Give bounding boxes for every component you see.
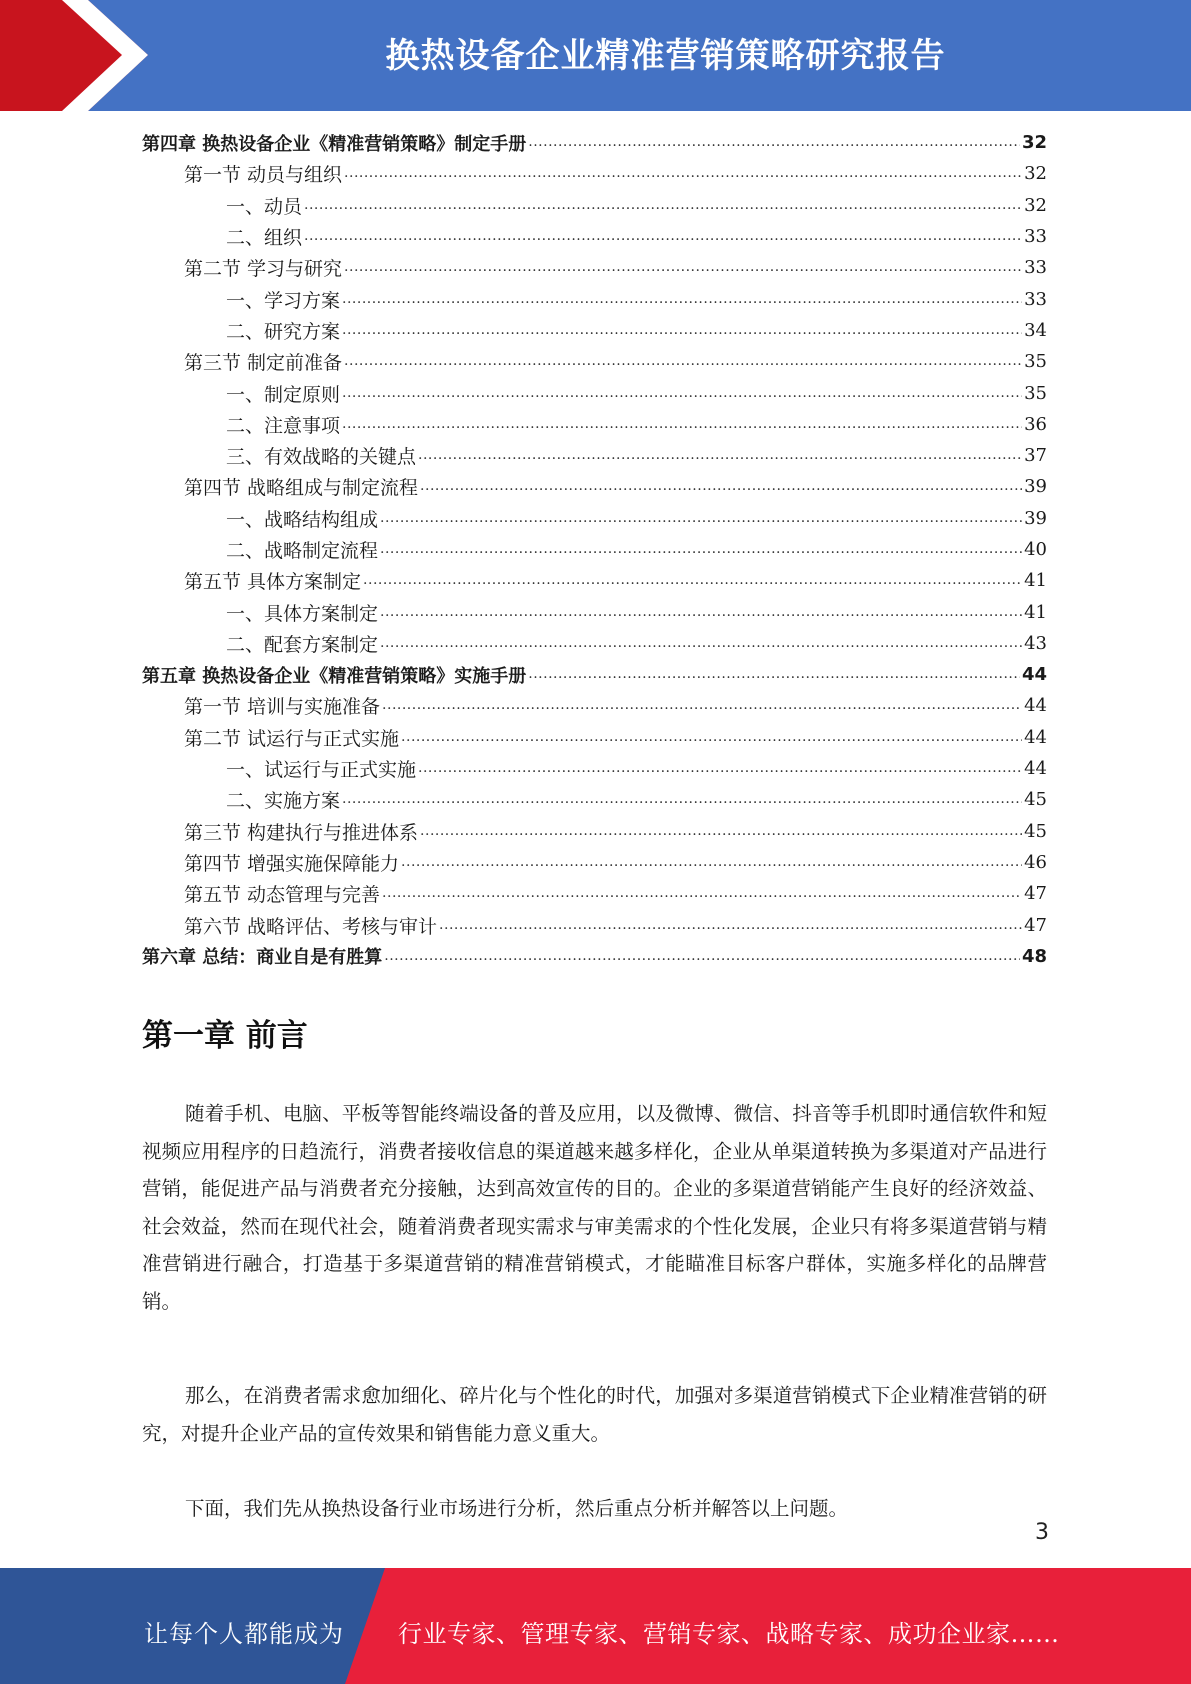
toc-entry[interactable] <box>142 252 1047 283</box>
toc-leader-dots <box>380 540 1022 559</box>
toc-leader-dots <box>342 384 1022 403</box>
footer-slogan-right: 行业专家、管理专家、营销专家、战略专家、成功企业家…… <box>398 1620 1060 1648</box>
toc-entry-page: 41 <box>1024 570 1047 592</box>
toc-entry-label: 二、实施方案 <box>226 790 341 813</box>
toc-leader-dots <box>382 884 1022 903</box>
toc-entry-page: 46 <box>1024 851 1047 873</box>
toc-entry[interactable] <box>142 596 1047 627</box>
toc-entry-label: 二、战略制定流程 <box>226 540 379 562</box>
toc-entry[interactable] <box>142 690 1047 721</box>
toc-entry-label: 三、有效战略的关键点 <box>226 446 417 469</box>
toc-leader-dots <box>420 822 1022 841</box>
toc-entry-page: 33 <box>1024 226 1047 248</box>
toc-entry-label: 二、研究方案 <box>226 320 341 343</box>
page-number: 3 <box>1035 1520 1049 1545</box>
toc-entry[interactable] <box>142 628 1047 659</box>
page-footer <box>0 1568 1191 1684</box>
toc-entry-page: 34 <box>1024 319 1047 341</box>
toc-leader-dots <box>344 164 1022 183</box>
toc-entry[interactable] <box>142 190 1047 221</box>
toc-entry-label: 第三节 构建执行与推进体系 <box>184 821 419 844</box>
toc-leader-dots <box>344 352 1022 371</box>
toc-entry[interactable] <box>142 440 1047 471</box>
toc-leader-dots <box>401 728 1022 747</box>
toc-entry[interactable] <box>142 534 1047 565</box>
toc-entry[interactable] <box>142 878 1047 909</box>
toc-entry[interactable] <box>142 503 1047 534</box>
toc-entry-label: 第一节 动员与组织 <box>184 164 343 187</box>
toc-leader-dots <box>528 133 1020 152</box>
toc-entry-label: 第六节 战略评估、考核与审计 <box>184 915 438 938</box>
toc-entry-page: 44 <box>1024 726 1047 748</box>
toc-entry-page: 40 <box>1024 539 1047 560</box>
toc-entry[interactable] <box>142 753 1047 784</box>
toc-entry[interactable] <box>142 283 1047 314</box>
toc-entry-label: 一、具体方案制定 <box>226 602 379 625</box>
toc-leader-dots <box>342 290 1022 309</box>
toc-entry-label: 第五节 动态管理与完善 <box>184 884 381 907</box>
toc-entry-label: 第二节 试运行与正式实施 <box>184 727 400 750</box>
toc-leader-dots <box>304 196 1022 215</box>
toc-entry[interactable] <box>142 847 1047 878</box>
toc-entry-page: 44 <box>1024 758 1047 780</box>
toc-entry-label: 第五节 具体方案制定 <box>184 571 362 594</box>
toc-leader-dots <box>528 665 1020 684</box>
toc-entry[interactable] <box>142 127 1047 158</box>
toc-entry-page: 39 <box>1024 476 1047 498</box>
report-title: 换热设备企业精准营销策略研究报告 <box>385 36 946 76</box>
toc-entry-page: 43 <box>1024 632 1047 654</box>
paragraph-3: 下面，我们先从换热设备行业市场进行分析，然后重点分析并解答以上问题。 <box>185 1497 849 1520</box>
toc-entry[interactable] <box>142 659 1047 690</box>
toc-leader-dots <box>401 853 1022 872</box>
toc-leader-dots <box>342 321 1022 340</box>
toc-leader-dots <box>384 947 1020 966</box>
toc-entry[interactable] <box>142 346 1047 377</box>
toc-leader-dots <box>380 634 1022 653</box>
toc-entry[interactable] <box>142 409 1047 440</box>
toc-leader-dots <box>342 415 1022 434</box>
toc-leader-dots <box>344 258 1022 277</box>
toc-entry-label: 一、战略结构组成 <box>226 508 379 531</box>
toc-entry[interactable] <box>142 784 1047 815</box>
toc-entry-label: 二、组织 <box>226 227 303 250</box>
toc-leader-dots <box>382 696 1022 715</box>
toc-entry-page: 32 <box>1024 163 1047 185</box>
toc-entry-page: 44 <box>1024 695 1047 717</box>
toc-leader-dots <box>418 759 1022 778</box>
toc-entry-page: 36 <box>1024 413 1047 435</box>
toc-entry[interactable] <box>142 315 1047 346</box>
toc-leader-dots <box>418 446 1022 465</box>
paragraph-1: 随着手机、电脑、平板等智能终端设备的普及应用，以及微博、微信、抖音等手机即时通信软件和短视频应用程序的日趋流行，消费者接收信息的渠道越来越多样化，企业从单渠道转换为多渠道对产品进行营销，能促进产品与消费者充分接触，达到高效宣传的目的。企业的多渠道营销能产生良好的经济效益、社会效益，然而在现代社会，随着消费者现实需求与审美需求的个性化发展，企业只有将多渠道营销与精准营销进行融合，打造基于多渠道营销的精准营销模式，才能瞄准目标客户群体，实施多样化的品牌营销。 <box>142 1102 1047 1313</box>
toc-leader-dots <box>304 227 1022 246</box>
toc-entry-page: 35 <box>1024 382 1047 404</box>
toc-entry-page: 48 <box>1021 945 1047 967</box>
toc-leader-dots <box>439 916 1022 935</box>
toc-entry-page: 44 <box>1021 664 1047 686</box>
toc-entry-page: 39 <box>1024 507 1047 529</box>
toc-entry-page: 47 <box>1024 914 1047 936</box>
toc-entry-page: 33 <box>1024 288 1047 310</box>
toc-entry-label: 一、学习方案 <box>226 289 341 312</box>
toc-entry-label: 二、注意事项 <box>226 414 341 437</box>
toc-entry[interactable] <box>142 816 1047 847</box>
toc-entry-label: 第六章 总结：商业自是有胜算 <box>142 947 383 969</box>
toc-entry-page: 45 <box>1024 789 1047 811</box>
toc-entry[interactable] <box>142 221 1047 252</box>
toc-entry-page: 32 <box>1024 194 1047 216</box>
toc-entry[interactable] <box>142 722 1047 753</box>
toc-leader-dots <box>380 603 1022 622</box>
page-header <box>0 0 1191 111</box>
toc-leader-dots <box>420 477 1022 496</box>
toc-entry-label: 一、动员 <box>226 195 303 218</box>
toc-entry[interactable] <box>142 377 1047 408</box>
toc-entry-label: 第一节 培训与实施准备 <box>184 696 381 719</box>
toc-entry[interactable] <box>142 909 1047 940</box>
footer-slogan-left: 让每个人都能成为 <box>144 1620 344 1648</box>
toc-entry-page: 41 <box>1024 601 1047 623</box>
toc-entry-page: 35 <box>1024 351 1047 373</box>
toc-leader-dots <box>380 509 1022 528</box>
toc-entry-page: 45 <box>1024 820 1047 842</box>
toc-entry-page: 47 <box>1024 883 1047 905</box>
toc-entry-page: 37 <box>1024 445 1047 467</box>
chapter-heading: 第一章 前言 <box>142 1018 308 1054</box>
toc-entry[interactable] <box>142 565 1047 596</box>
toc-entry-label: 一、制定原则 <box>226 383 341 406</box>
toc-entry[interactable] <box>142 471 1047 502</box>
toc-entry-page: 33 <box>1024 257 1047 279</box>
toc-leader-dots <box>363 571 1022 590</box>
toc-entry[interactable] <box>142 941 1047 972</box>
toc-entry-page: 32 <box>1021 132 1047 154</box>
toc-entry-label: 第四节 增强实施保障能力 <box>184 852 400 875</box>
toc-entry-label: 第四节 战略组成与制定流程 <box>184 477 419 500</box>
toc-entry-label: 一、试运行与正式实施 <box>226 759 417 782</box>
toc-leader-dots <box>342 790 1022 809</box>
toc-entry-label: 第四章 换热设备企业《精准营销策略》制定手册 <box>142 133 527 155</box>
toc-entry-label: 第二节 学习与研究 <box>184 258 343 281</box>
toc-entry-label: 二、配套方案制定 <box>226 633 379 656</box>
table-of-contents <box>142 127 1047 972</box>
header-arrow-decoration <box>0 0 150 111</box>
toc-entry-label: 第三节 制定前准备 <box>184 352 343 375</box>
toc-entry-label: 第五章 换热设备企业《精准营销策略》实施手册 <box>142 665 527 687</box>
toc-entry[interactable] <box>142 158 1047 189</box>
paragraph-2: 那么，在消费者需求愈加细化、碎片化与个性化的时代，加强对多渠道营销模式下企业精准营销的研究，对提升企业产品的宣传效果和销售能力意义重大。 <box>142 1384 1047 1445</box>
